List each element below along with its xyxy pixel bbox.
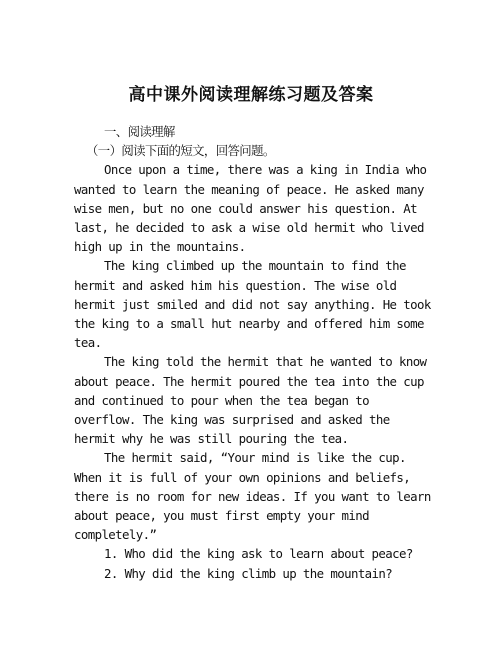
section-heading: 一、阅读理解	[104, 124, 175, 139]
paragraph-4: The hermit said, “Your mind is like the cup. When it is full of your own opinions and beliefs, there is no room for new ideas. If you want to learn about peace, you must first empty your mind completely.”	[74, 450, 438, 543]
paragraph-1: Once upon a time, there was a king in India who wanted to learn the meaning of peace. He asked many wise men, but no one could answer his question. At last, he decided to ask a wise old hermit who lived high up in the mountains.	[74, 162, 434, 255]
document-body	[74, 122, 438, 583]
subsection-heading: （一）阅读下面的短文，回答问题。	[86, 143, 275, 159]
question-1: 1. Who did the king ask to learn about peace?	[104, 546, 413, 562]
document-title: 高中课外阅读理解练习题及答案	[128, 85, 374, 105]
question-2: 2. Why did the king climb up the mountain?	[104, 565, 393, 581]
paragraph-2: The king climbed up the mountain to find the hermit and asked him his question. The wise old hermit just smiled and did not say anything. He took the king to a small hut nearby and offered him some tea.	[74, 258, 438, 351]
paragraph-3: The king told the hermit that he wanted to know about peace. The hermit poured the tea into the cup and continued to pour when the tea began to overflow. The king was surprised and asked the hermit why he was still pouring the tea.	[74, 354, 434, 447]
